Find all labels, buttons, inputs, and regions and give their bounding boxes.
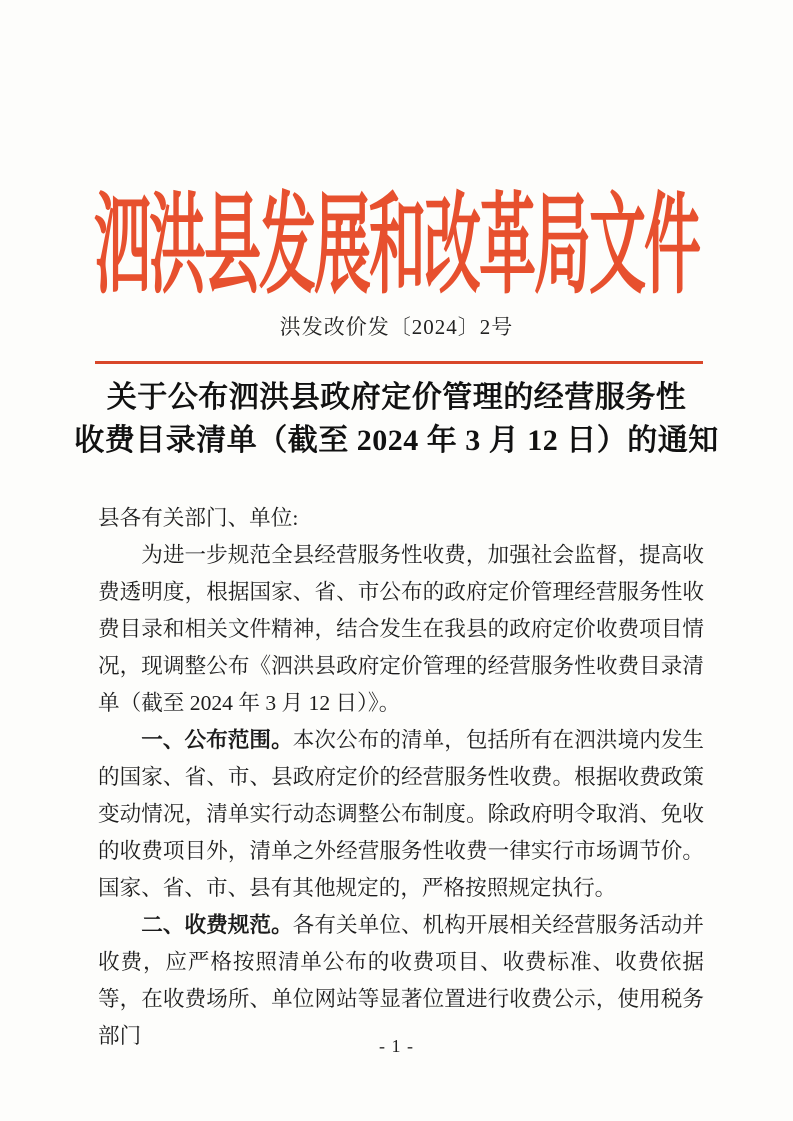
- document-title: [0, 376, 793, 462]
- paragraph-intro: [98, 537, 704, 722]
- document-title-line1: 关于公布泗洪县政府定价管理的经营服务性: [106, 381, 687, 414]
- paragraph-lead: 一、公布范围。: [141, 728, 293, 752]
- salutation: 县各有关部门、单位:: [98, 506, 299, 530]
- paragraph-text: 为进一步规范全县经营服务性收费，加强社会监督，提高收费透明度，根据国家、省、市公布的政府定价管理经营服务性收费目录和相关文件精神，结合发生在我县的政府定价收费项目情况，现调整公布《泗洪县政府定价管理的经营服务性收费目录清单（截至 2024 年 3 月 12 日）》。: [98, 543, 704, 715]
- paragraph-lead: 二、收费规范。: [141, 913, 293, 937]
- agency-title: 泗洪县发展和改革局文件: [94, 186, 699, 308]
- doc-number: 洪发改价发〔2024〕2号: [279, 315, 514, 339]
- paragraph-fee-rules: [98, 907, 704, 1055]
- paragraph-scope: [98, 722, 704, 907]
- paragraph-text: 各有关单位、机构开展相关经营服务活动并收费，应严格按照清单公布的收费项目、收费标准、收费依据等，在收费场所、单位网站等显著位置进行收费公示，使用税务部门: [98, 913, 704, 1048]
- document-title-line2: 收费目录清单（截至 2024 年 3 月 12 日）的通知: [74, 424, 719, 457]
- page-number: - 1 -: [379, 1036, 414, 1056]
- paragraph-text: 本次公布的清单，包括所有在泗洪境内发生的国家、省、市、县政府定价的经营服务性收费。根据收费政策变动情况，清单实行动态调整公布制度。除政府明令取消、免收的收费项目外，清单之外经营服务性收费一律实行市场调节价。国家、省、市、县有其他规定的，严格按照规定执行。: [98, 728, 704, 900]
- document-body: [98, 500, 704, 1055]
- red-divider-line: [95, 361, 703, 364]
